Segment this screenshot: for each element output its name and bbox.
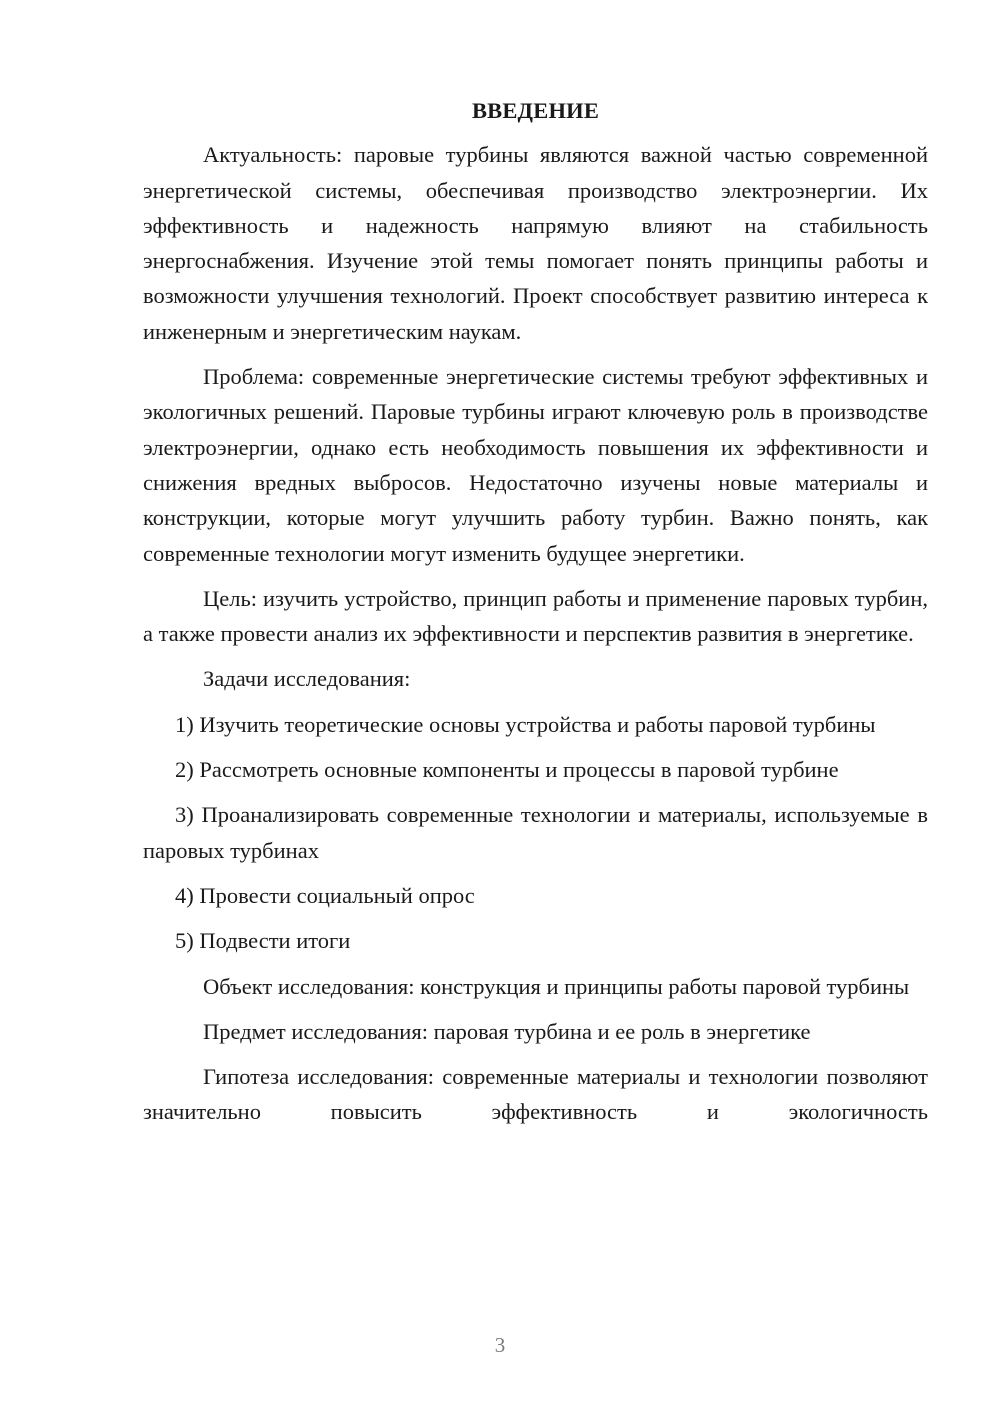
relevance-paragraph: Актуальность: паровые турбины являются важной частью современной энергетической системы, обеспечивая производство электроэнергии. Их эффективность и надежность напрямую влияют на стабильность энергоснабжения. Изучение этой темы помогает понять принципы работы и возможности улучшения технологий. Проект способствует развитию интереса к инженерным и энергетическим наукам. — [143, 142, 928, 344]
task-item-3: 3) Проанализировать современные технологии и материалы, используемые в паровых турбинах — [143, 802, 928, 863]
object-paragraph: Объект исследования: конструкция и принципы работы паровой турбины — [203, 973, 910, 999]
task-item-5: 5) Подвести итоги — [175, 928, 351, 954]
subject-paragraph: Предмет исследования: паровая турбина и ее роль в энергетике — [203, 1018, 811, 1044]
page-number: 3 — [494, 1333, 506, 1357]
tasks-heading: Задачи исследования: — [203, 666, 411, 692]
page-content — [143, 93, 928, 1140]
hypothesis-paragraph: Гипотеза исследования: современные материалы и технологии позволяют значительно повысить эффективность и экологичность — [143, 1064, 928, 1125]
task-item-2: 2) Рассмотреть основные компоненты и процессы в паровой турбине — [175, 757, 839, 783]
problem-paragraph: Проблема: современные энергетические системы требуют эффективных и экологичных решений. Паровые турбины играют ключевую роль в производстве электроэнергии, однако есть необходимость повышения их эффективности и снижения вредных выбросов. Недостаточно изучены новые материалы и конструкции, которые могут улучшить работу турбин. Важно понять, как современные технологии могут изменить будущее энергетики. — [143, 364, 928, 566]
page-title: ВВЕДЕНИЕ — [471, 98, 600, 123]
task-item-4: 4) Провести социальный опрос — [175, 882, 475, 908]
task-item-1: 1) Изучить теоретические основы устройства и работы паровой турбины — [175, 711, 876, 737]
goal-paragraph: Цель: изучить устройство, принцип работы и применение паровых турбин, а также провести анализ их эффективности и перспектив развития в энергетике. — [143, 585, 928, 647]
